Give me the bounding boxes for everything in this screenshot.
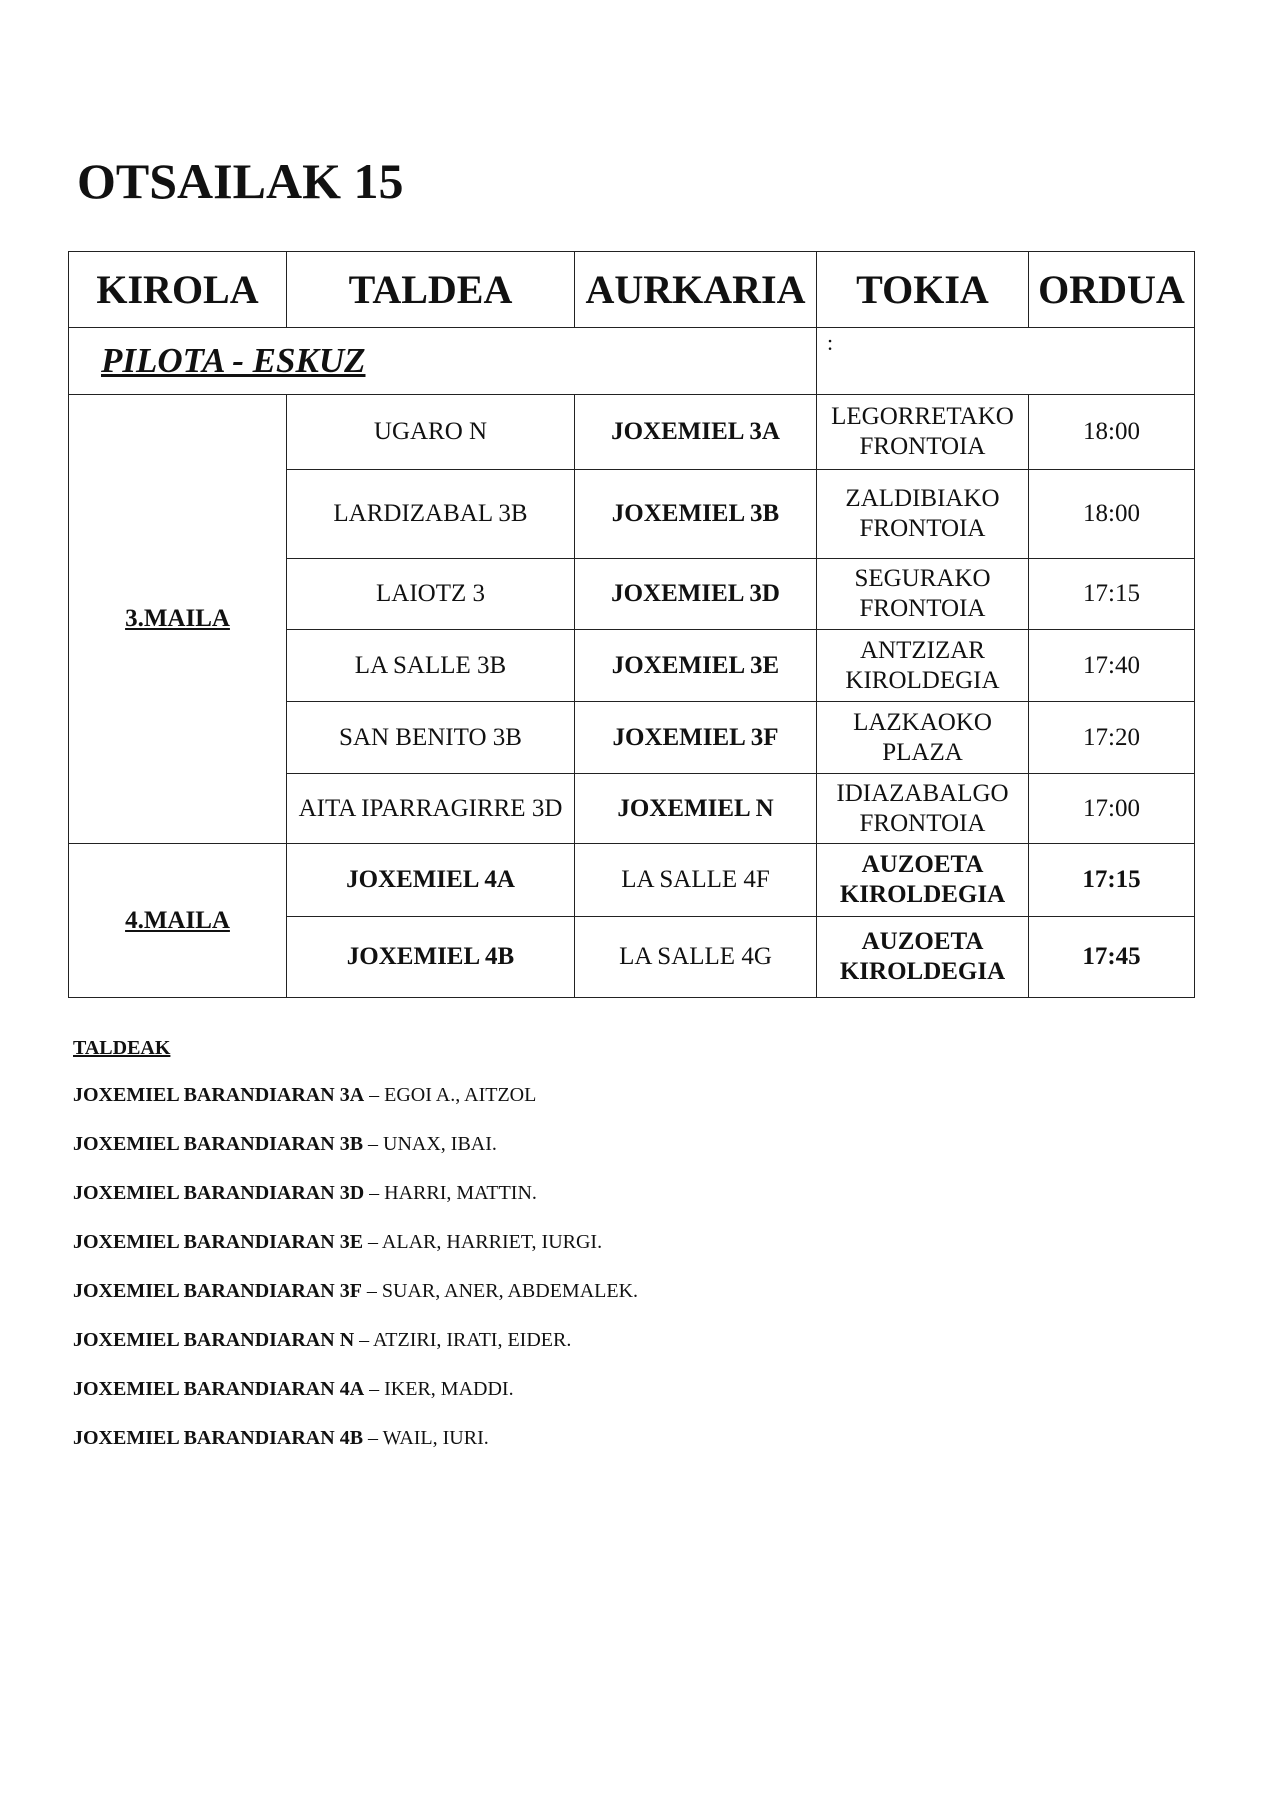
team-item <box>73 1082 638 1131</box>
taldea-cell: LARDIZABAL 3B <box>287 470 575 559</box>
taldea-cell: AITA IPARRAGIRRE 3D <box>287 774 575 844</box>
tokia-cell: AUZOETA KIROLDEGIA <box>817 844 1029 917</box>
ordua-cell: 17:40 <box>1029 630 1195 702</box>
team-name: JOXEMIEL BARANDIARAN 4A <box>73 1378 365 1400</box>
taldea-cell: LAIOTZ 3 <box>287 559 575 630</box>
tokia-cell: LEGORRETAKO FRONTOIA <box>817 395 1029 470</box>
team-name: JOXEMIEL BARANDIARAN 3B <box>73 1133 364 1155</box>
aurkaria-cell: JOXEMIEL 3B <box>575 470 817 559</box>
teams-heading: TALDEAK <box>73 1037 171 1059</box>
schedule-table <box>68 251 1195 998</box>
aurkaria-cell: JOXEMIEL 3D <box>575 559 817 630</box>
taldea-cell: LA SALLE 3B <box>287 630 575 702</box>
tokia-cell: SEGURAKO FRONTOIA <box>817 559 1029 630</box>
level-cell: 4.MAILA <box>69 844 287 998</box>
taldea-cell: UGARO N <box>287 395 575 470</box>
team-name: JOXEMIEL BARANDIARAN 4B <box>73 1427 364 1449</box>
header-kirola: KIROLA <box>69 252 287 328</box>
team-item <box>73 1425 638 1474</box>
table-row <box>69 395 1195 470</box>
team-item <box>73 1376 638 1425</box>
aurkaria-cell: JOXEMIEL 3A <box>575 395 817 470</box>
tokia-cell: LAZKAOKO PLAZA <box>817 702 1029 774</box>
header-tokia: TOKIA <box>817 252 1029 328</box>
aurkaria-cell: LA SALLE 4F <box>575 844 817 917</box>
section-note: : <box>817 328 1195 395</box>
header-taldea: TALDEA <box>287 252 575 328</box>
team-name: JOXEMIEL BARANDIARAN 3D <box>73 1182 365 1204</box>
tokia-cell: AUZOETA KIROLDEGIA <box>817 917 1029 998</box>
aurkaria-cell: JOXEMIEL N <box>575 774 817 844</box>
team-members: – ATZIRI, IRATI, EIDER. <box>354 1329 572 1351</box>
tokia-cell: IDIAZABALGO FRONTOIA <box>817 774 1029 844</box>
ordua-cell: 18:00 <box>1029 395 1195 470</box>
aurkaria-cell: JOXEMIEL 3F <box>575 702 817 774</box>
team-members: – EGOI A., AITZOL <box>364 1084 537 1106</box>
team-name: JOXEMIEL BARANDIARAN 3E <box>73 1231 364 1253</box>
team-name: JOXEMIEL BARANDIARAN 3A <box>73 1084 365 1106</box>
team-item <box>73 1327 638 1376</box>
section-title: PILOTA - ESKUZ <box>69 328 817 395</box>
team-members: – WAIL, IURI. <box>363 1427 489 1449</box>
team-members: – ALAR, HARRIET, IURGI. <box>363 1231 603 1253</box>
section-row <box>69 328 1195 395</box>
header-row <box>69 252 1195 328</box>
ordua-cell: 18:00 <box>1029 470 1195 559</box>
teams-list <box>73 1037 638 1474</box>
header-ordua: ORDUA <box>1029 252 1195 328</box>
ordua-cell: 17:15 <box>1029 844 1195 917</box>
tokia-cell: ANTZIZAR KIROLDEGIA <box>817 630 1029 702</box>
taldea-cell: SAN BENITO 3B <box>287 702 575 774</box>
ordua-cell: 17:45 <box>1029 917 1195 998</box>
team-members: – HARRI, MATTIN. <box>364 1182 537 1204</box>
team-item <box>73 1278 638 1327</box>
team-name: JOXEMIEL BARANDIARAN 3F <box>73 1280 362 1302</box>
level-cell: 3.MAILA <box>69 395 287 844</box>
ordua-cell: 17:20 <box>1029 702 1195 774</box>
aurkaria-cell: LA SALLE 4G <box>575 917 817 998</box>
tokia-cell: ZALDIBIAKO FRONTOIA <box>817 470 1029 559</box>
aurkaria-cell: JOXEMIEL 3E <box>575 630 817 702</box>
team-members: – SUAR, ANER, ABDEMALEK. <box>361 1280 639 1302</box>
team-members: – IKER, MADDI. <box>364 1378 514 1400</box>
taldea-cell: JOXEMIEL 4B <box>287 917 575 998</box>
table-row <box>69 844 1195 917</box>
taldea-cell: JOXEMIEL 4A <box>287 844 575 917</box>
team-item <box>73 1131 638 1180</box>
header-aurkaria: AURKARIA <box>575 252 817 328</box>
page-title: OTSAILAK 15 <box>77 153 404 209</box>
team-name: JOXEMIEL BARANDIARAN N <box>73 1329 355 1351</box>
ordua-cell: 17:15 <box>1029 559 1195 630</box>
team-item <box>73 1180 638 1229</box>
team-item <box>73 1229 638 1278</box>
team-members: – UNAX, IBAI. <box>363 1133 497 1155</box>
ordua-cell: 17:00 <box>1029 774 1195 844</box>
